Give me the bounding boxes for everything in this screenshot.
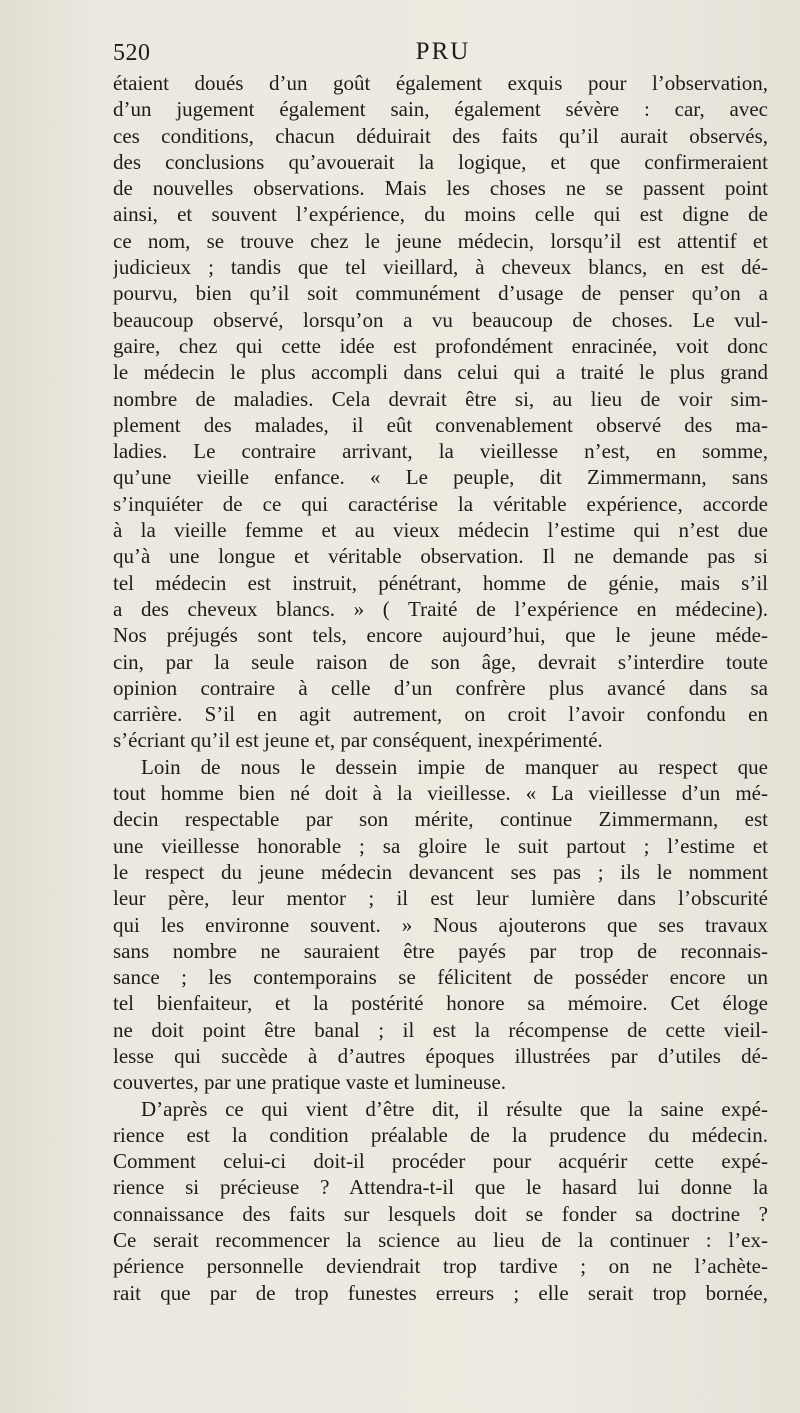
text-line: ce nom, se trouve chez le jeune médecin, lorsqu’il est attentif et (113, 228, 768, 253)
text-line: beaucoup observé, lorsqu’on a vu beaucoup de choses. Le vul- (113, 307, 768, 332)
text-line: périence personnelle deviendrait trop tardive ; on ne l’achète- (113, 1254, 768, 1279)
running-head: PRU (415, 38, 471, 65)
text-line: a des cheveux blancs. » ( Traité de l’expérience en médecine). (113, 596, 768, 621)
text-line: pourvu, bien qu’il soit communément d’usage de penser qu’on a (113, 281, 768, 306)
page-number: 520 (113, 40, 151, 66)
text-line: opinion contraire à celle d’un confrère plus avancé dans sa (113, 675, 768, 700)
text-line: D’après ce qui vient d’être dit, il résulte que la saine expé- (141, 1096, 768, 1121)
text-line: Comment celui-ci doit-il procéder pour acquérir cette expé- (113, 1149, 768, 1174)
text-line: plement des malades, il eût convenablement observé des ma- (113, 412, 768, 437)
text-line: Nos préjugés sont tels, encore aujourd’hui, que le jeune méde- (113, 623, 768, 648)
text-line: cin, par la seule raison de son âge, devrait s’interdire toute (113, 649, 768, 674)
text-line: qu’à une longue et véritable observation. Il ne demande pas si (113, 544, 768, 569)
text-line: ces conditions, chacun déduirait des faits qu’il aurait observés, (113, 123, 768, 148)
text-line: des conclusions qu’avouerait la logique, et que confirmeraient (113, 149, 768, 174)
text-line: nombre de maladies. Cela devrait être si, au lieu de voir sim- (113, 386, 768, 411)
text-line: à la vieille femme et au vieux médecin l’estime qui n’est due (113, 518, 768, 543)
text-line: une vieillesse honorable ; sa gloire le suit partout ; l’estime et (113, 833, 768, 858)
text-line: rait que par de trop funestes erreurs ; elle serait trop bornée, (113, 1280, 768, 1305)
text-line: carrière. S’il en agit autrement, on croit l’avoir confondu en (113, 702, 768, 727)
text-line: le médecin le plus accompli dans celui qui a traité le plus grand (113, 360, 768, 385)
text-line: sans nombre ne sauraient être payés par trop de reconnais- (113, 938, 768, 963)
text-line: rience si précieuse ? Attendra-t-il que le hasard lui donne la (113, 1175, 768, 1200)
text-line: qui les environne souvent. » Nous ajouterons que ses travaux (113, 912, 768, 937)
text-line: decin respectable par son mérite, continue Zimmermann, est (113, 807, 768, 832)
text-line: s’écriant qu’il est jeune et, par conséquent, inexpérimenté. (113, 728, 603, 753)
text-line: ainsi, et souvent l’expérience, du moins celle qui est digne de (113, 202, 768, 227)
page-header (113, 36, 773, 68)
text-line: ne doit point être banal ; il est la récompense de cette vieil- (113, 1017, 768, 1042)
text-line: Loin de nous le dessein impie de manquer au respect que (141, 754, 768, 779)
text-line: rience est la condition préalable de la prudence du médecin. (113, 1122, 768, 1147)
text-line: étaient doués d’un goût également exquis pour l’observation, (113, 71, 768, 95)
text-line: d’un jugement également sain, également sévère : car, avec (113, 97, 768, 122)
text-line: sance ; les contemporains se félicitent de posséder encore un (113, 965, 768, 990)
text-line: de nouvelles observations. Mais les choses ne se passent point (113, 176, 768, 201)
text-line: leur père, leur mentor ; il est leur lumière dans l’obscurité (113, 886, 768, 911)
body-text (113, 70, 768, 1306)
text-line: connaissance des faits sur lesquels doit se fonder sa doctrine ? (113, 1201, 768, 1226)
text-line: le respect du jeune médecin devancent ses pas ; ils le nomment (113, 859, 768, 884)
text-line: ladies. Le contraire arrivant, la vieillesse n’est, en somme, (113, 439, 768, 464)
text-line: Ce serait recommencer la science au lieu de la continuer : l’ex- (113, 1228, 768, 1253)
text-line: couvertes, par une pratique vaste et lumineuse. (113, 1070, 507, 1095)
text-line: tel bienfaiteur, et la postérité honore sa mémoire. Cet éloge (113, 991, 768, 1016)
text-line: s’inquiéter de ce qui caractérise la véritable expérience, accorde (113, 491, 768, 516)
text-line: tel médecin est instruit, pénétrant, homme de génie, mais s’il (113, 570, 768, 595)
text-line: qu’une vieille enfance. « Le peuple, dit Zimmermann, sans (113, 465, 768, 490)
text-line: gaire, chez qui cette idée est profondément enracinée, voit donc (113, 333, 768, 358)
text-line: judicieux ; tandis que tel vieillard, à cheveux blancs, en est dé- (113, 255, 768, 280)
text-line: tout homme bien né doit à la vieillesse. « La vieillesse d’un mé- (113, 781, 768, 806)
text-line: lesse qui succède à d’autres époques illustrées par d’utiles dé- (113, 1043, 768, 1068)
